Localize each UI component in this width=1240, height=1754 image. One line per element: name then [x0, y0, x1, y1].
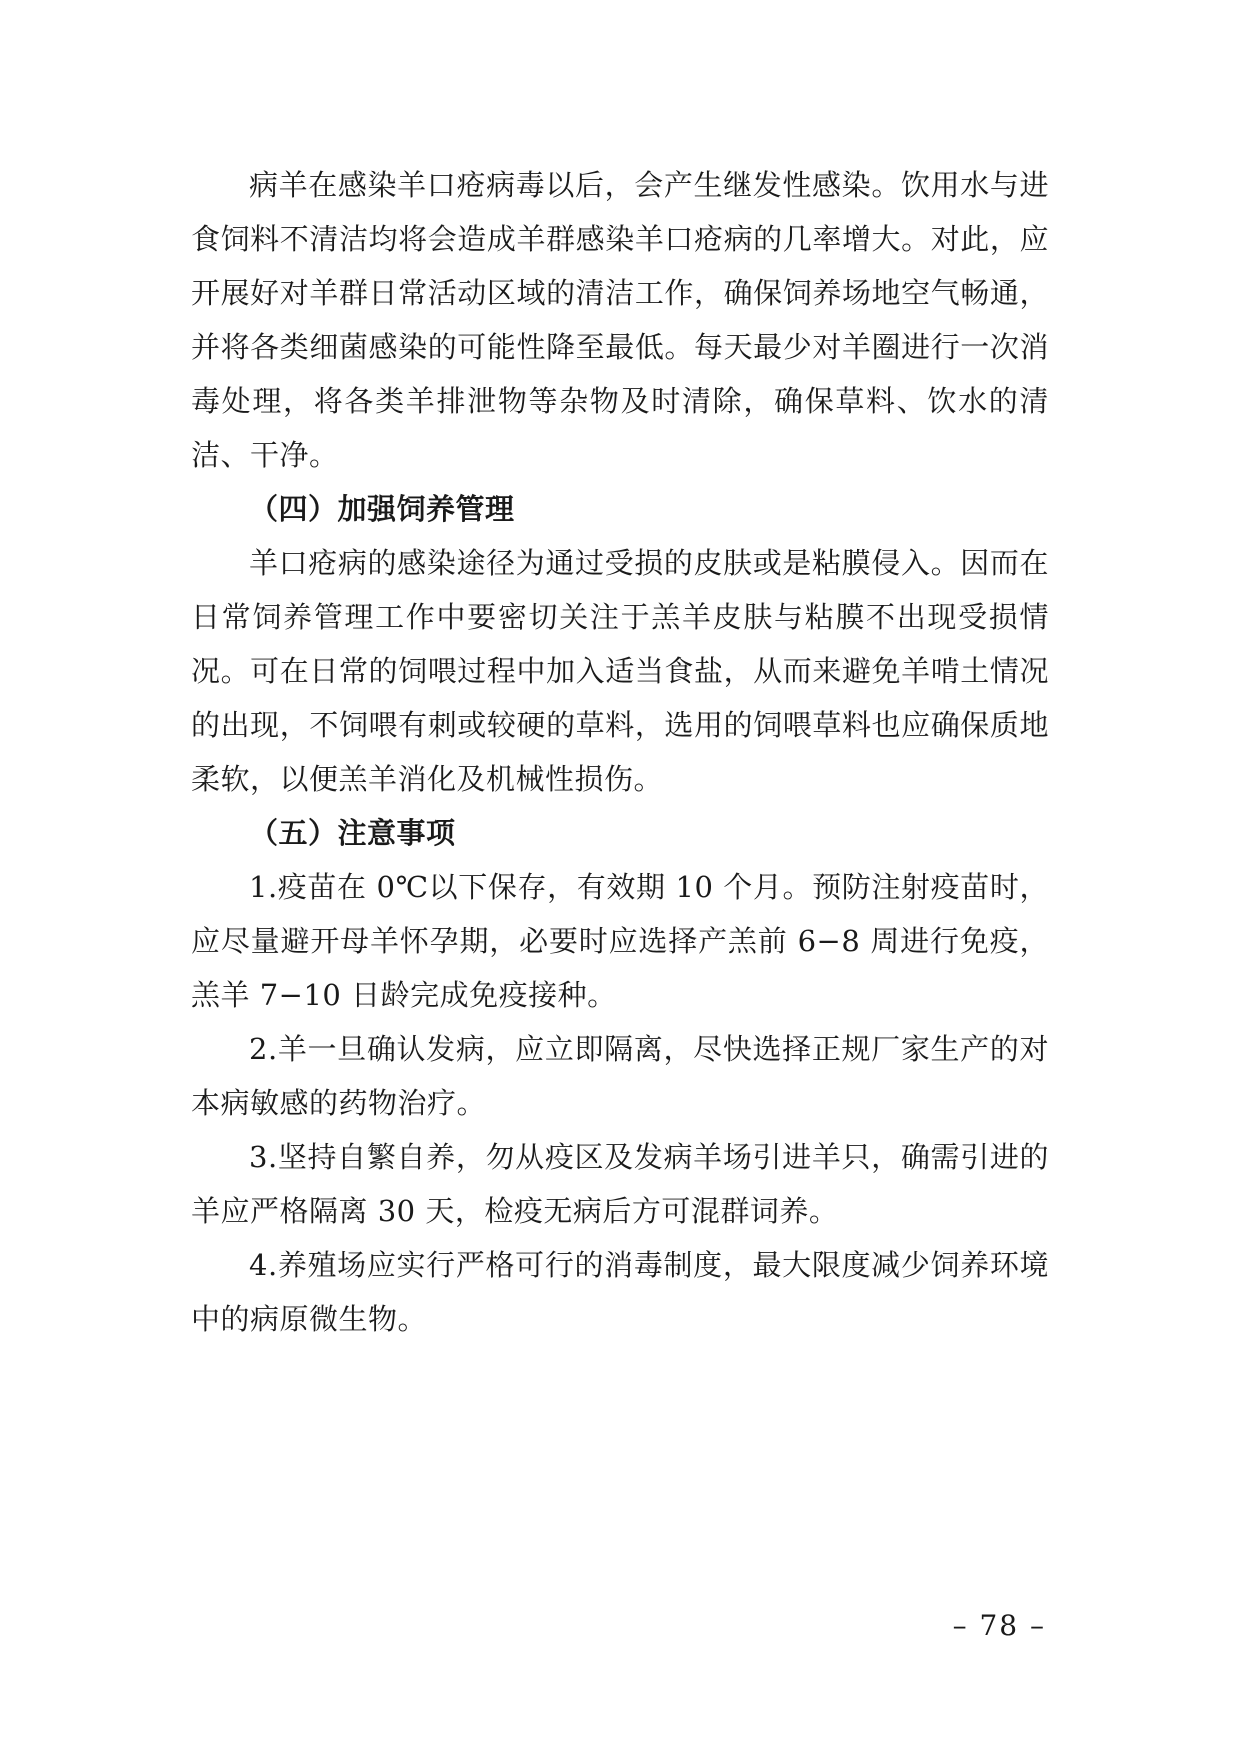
section-heading-precautions: （五）注意事项: [249, 816, 456, 850]
page-number: – 78 –: [952, 1609, 1046, 1642]
paragraph-feeding-management: 羊口疮病的感染途径为通过受损的皮肤或是粘膜侵入。因而在日常饲养管理工作中要密切关注于羔羊皮肤与粘膜不出现受损情况。可在日常的饲喂过程中加入适当食盐，从而来避免羊啃土情况的出现，不饲喂有刺或较硬的草料，选用的饲喂草料也应确保质地柔软，以便羔羊消化及机械性损伤。: [191, 546, 1049, 796]
section-heading-feeding-management: （四）加强饲养管理: [249, 492, 515, 526]
document-body: [191, 158, 1049, 1346]
paragraph-precaution-2: 2.羊一旦确认发病，应立即隔离，尽快选择正规厂家生产的对本病敏感的药物治疗。: [191, 1032, 1049, 1120]
paragraph-precaution-1: 1.疫苗在 0℃以下保存，有效期 10 个月。预防注射疫苗时，应尽量避开母羊怀孕期，必要时应选择产羔前 6−8 周进行免疫，羔羊 7−10 日龄完成免疫接种。: [191, 870, 1049, 1012]
paragraph-sanitation: 病羊在感染羊口疮病毒以后，会产生继发性感染。饮用水与进食饲料不清洁均将会造成羊群感染羊口疮病的几率增大。对此，应开展好对羊群日常活动区域的清洁工作，确保饲养场地空气畅通，并将各类细菌感染的可能性降至最低。每天最少对羊圈进行一次消毒处理，将各类羊排泄物等杂物及时清除，确保草料、饮水的清洁、干净。: [191, 168, 1049, 472]
paragraph-precaution-3: 3.坚持自繁自养，勿从疫区及发病羊场引进羊只，确需引进的羊应严格隔离 30 天，检疫无病后方可混群词养。: [191, 1140, 1049, 1228]
paragraph-precaution-4: 4.养殖场应实行严格可行的消毒制度，最大限度减少饲养环境中的病原微生物。: [191, 1248, 1049, 1336]
